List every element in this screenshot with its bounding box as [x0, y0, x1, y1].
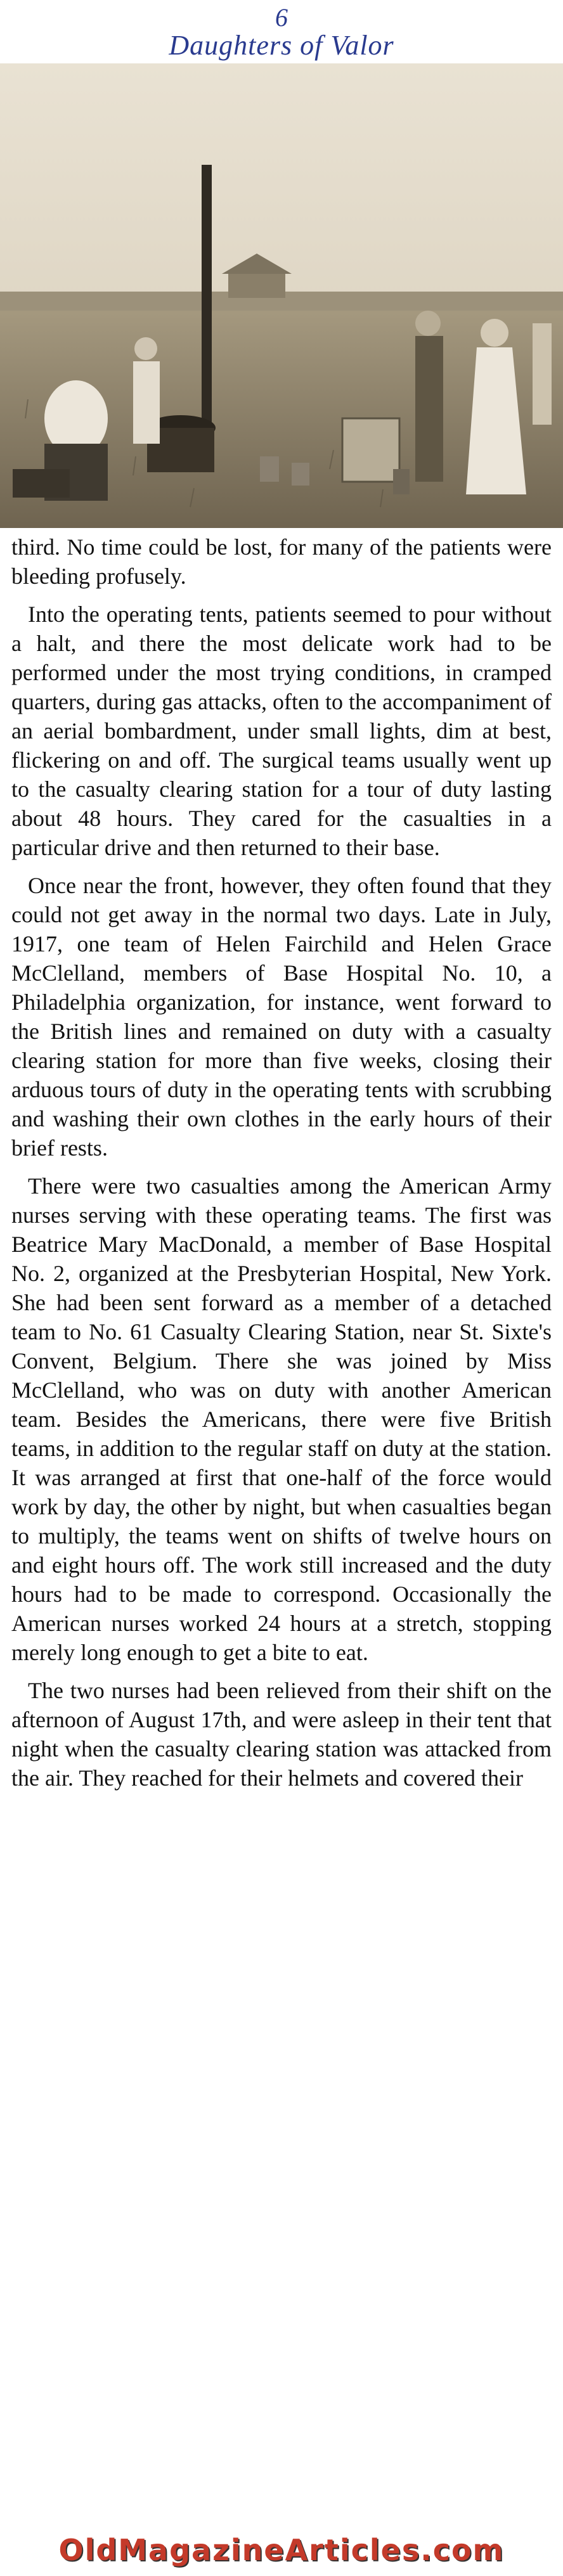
paragraph-4: There were two casualties among the American Army nurses serving with these operating teams. The first was Beatrice Mary MacDonald, a member of Base Hospital No. 2, organized at the Presbyterian Hospital, New York. She had been sent forward as a member of a detached team to No. 61 Casualty Clearing Station, near St. Sixte's Convent, Belgium. There she was joined by Miss McClelland, who was on duty with another American team. Besides the Americans, there were five British teams, in addition to the regular staff on duty at the station. It was arranged at first that one-half of the force would work by day, the other by night, but when casualties began to multiply, the teams went on shifts of twelve hours on and eight hours off. The work still increased and the duty hours had to be made to correspond. Occasionally the American nurses worked 24 hours at a stretch, stopping merely long enough to get a bite to eat.	[11, 1173, 552, 1665]
page-header	[0, 0, 563, 61]
article-body	[11, 532, 552, 1801]
site-logo-text[interactable]: OldMagazineArticles.com	[58, 2533, 505, 2567]
page-title: Daughters of Valor	[169, 30, 394, 61]
paragraph-2: Into the operating tents, patients seemed to pour without a halt, and there the most delicate work had to be performed under the most trying conditions, in cramped quarters, during gas attacks, often to the accompaniment of an aerial bombardment, under small lights, dim at best, flickering on and off. The surgical teams usually went up to the casualty clearing station for a tour of duty lasting about 48 hours. They cared for the casualties in a particular drive and then returned to their base.	[11, 602, 552, 860]
paragraph-5: The two nurses had been relieved from their shift on the afternoon of August 17th, and were asleep in their tent that night when the casualty clearing station was attacked from the air. They reached for their helmets and covered their	[11, 1678, 552, 1791]
photograph-nurses-field-camp-icon	[0, 63, 563, 528]
paragraph-1: third. No time could be lost, for many of the patients were bleeding profusely.	[11, 534, 552, 589]
paragraph-3: Once near the front, however, they often found that they could not get away in the normal two days. Late in July, 1917, one team of Helen Fairchild and Helen Grace McClelland, members of Base Hospital No. 10, a Philadelphia organization, for instance, went forward to the British lines and remained on duty with a casualty clearing station for more than five weeks, closing their arduous tours of duty in the operating tents with scrubbing and washing their own clothes in the early hours of their brief rests.	[11, 873, 552, 1161]
photograph	[0, 63, 563, 528]
page-number: 6	[275, 3, 288, 32]
site-footer	[0, 2533, 563, 2576]
